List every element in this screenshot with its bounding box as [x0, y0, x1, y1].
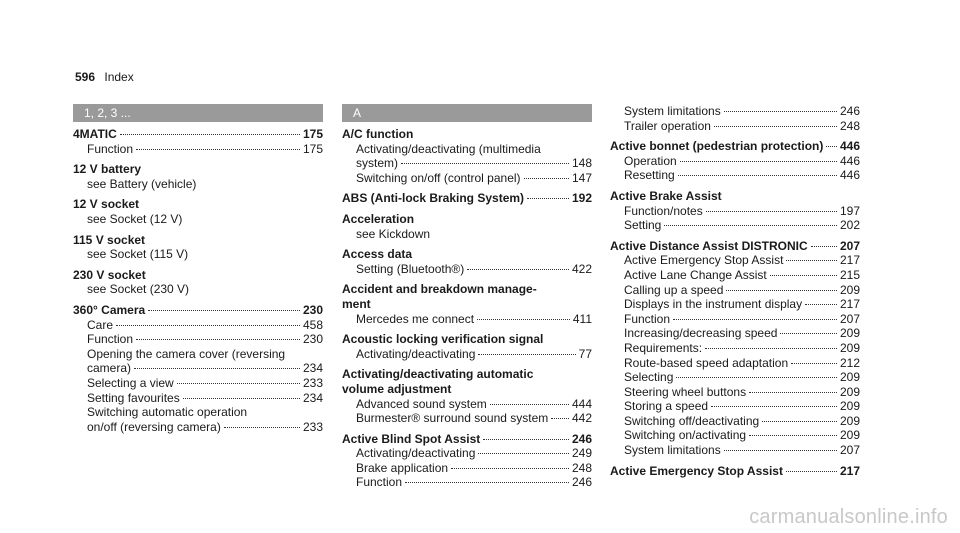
entry-text: Resetting [624, 168, 675, 183]
entry-text: Acoustic locking verification signal [342, 332, 544, 347]
entry-text: Active Brake Assist [610, 188, 722, 203]
index-subentry [342, 446, 592, 461]
entry-text-line: Opening the camera cover (reversing [87, 346, 286, 361]
index-subentry [73, 332, 323, 347]
entry-text: Calling up a speed [624, 282, 724, 297]
page-reference[interactable]: 192 [571, 191, 592, 206]
index-entry [73, 127, 323, 142]
leader-dots [405, 482, 569, 483]
index-subentry [73, 177, 323, 192]
index-subentry [610, 428, 860, 443]
index-subentry [610, 283, 860, 298]
entry-text: Mercedes me connect [356, 311, 475, 326]
entry-text: 360° Camera [73, 302, 146, 317]
page-reference[interactable]: 248 [839, 118, 860, 133]
leader-dots [116, 325, 300, 326]
entry-text: Active bonnet (pedestrian protection) [610, 139, 824, 154]
entry-text-line: Activating/deactivating (multimedia [356, 141, 541, 156]
page-reference[interactable]: 197 [839, 203, 860, 218]
index-subentry [73, 318, 323, 333]
index-subentry [342, 411, 592, 426]
index-subentry [610, 326, 860, 341]
entry-text: Increasing/decreasing speed [624, 326, 778, 341]
index-entry [342, 367, 592, 396]
page-reference[interactable]: 442 [571, 411, 592, 426]
leader-dots [705, 348, 837, 349]
index-column-1 [73, 104, 323, 434]
entry-text: see Battery (vehicle) [87, 176, 197, 191]
entry-text: Function [87, 141, 134, 156]
page-reference[interactable]: 209 [839, 340, 860, 355]
leader-dots [676, 377, 837, 378]
page-reference[interactable]: 175 [302, 141, 323, 156]
page-reference[interactable]: 246 [571, 475, 592, 490]
entry-text: Activating/deactivating [356, 346, 476, 361]
index-entry [73, 197, 323, 212]
index-entry [342, 282, 592, 311]
page-reference[interactable]: 458 [302, 317, 323, 332]
page-reference[interactable]: 209 [839, 282, 860, 297]
page-reference[interactable]: 446 [839, 168, 860, 183]
leader-dots [786, 260, 837, 261]
entry-text: Function [624, 311, 671, 326]
page-reference[interactable]: 212 [839, 355, 860, 370]
index-subentry [610, 154, 860, 169]
entry-text: Advanced sound system [356, 396, 487, 411]
leader-dots [120, 134, 300, 135]
leader-dots [749, 435, 837, 436]
leader-dots [401, 163, 569, 164]
index-subentry [610, 119, 860, 134]
index-subentry [342, 312, 592, 327]
entry-text: Selecting a view [87, 375, 174, 390]
leader-dots [791, 363, 837, 364]
watermark: carmanualsonline.info [749, 506, 948, 528]
entry-text: Function [356, 475, 403, 490]
page-reference[interactable]: 446 [839, 153, 860, 168]
leader-dots [724, 111, 837, 112]
entry-text: A/C function [342, 127, 414, 141]
page-reference[interactable]: 246 [839, 104, 860, 118]
entry-text: Function/notes [624, 203, 703, 218]
index-subentry [610, 312, 860, 327]
index-subentry [73, 376, 323, 391]
entry-text: Setting [624, 218, 662, 233]
entry-text: system) [356, 156, 398, 171]
index-entry [342, 332, 592, 347]
leader-dots [770, 275, 837, 276]
page-reference[interactable]: 209 [839, 399, 860, 414]
page-title: Index [104, 70, 134, 84]
leader-dots [451, 468, 569, 469]
index-subentry [342, 227, 592, 242]
page-reference[interactable]: 233 [302, 419, 323, 434]
entry-text: Care [87, 317, 114, 332]
entry-text: see Socket (115 V) [87, 247, 189, 262]
index-subentry [73, 247, 323, 262]
index-subentry [610, 253, 860, 268]
index-subentry [73, 142, 323, 157]
leader-dots [483, 439, 569, 440]
entry-text: System limitations [624, 443, 721, 458]
entry-text: Requirements: [624, 340, 703, 355]
page-reference[interactable]: 248 [571, 460, 592, 475]
entry-text: Function [87, 332, 134, 347]
index-entry [73, 233, 323, 248]
page-reference[interactable]: 234 [302, 361, 323, 376]
index-entry [342, 127, 592, 142]
leader-dots [134, 368, 300, 369]
entry-text: Active Distance Assist DISTRONIC [610, 238, 808, 253]
leader-dots [467, 269, 569, 270]
index-subentry [610, 385, 860, 400]
entry-text: Route-based speed adaptation [624, 355, 789, 370]
entry-text: 230 V socket [73, 267, 146, 282]
page-reference[interactable]: 233 [302, 375, 323, 390]
leader-dots [786, 471, 837, 472]
index-subentry [73, 391, 323, 406]
page-reference[interactable]: 446 [839, 139, 860, 154]
index-subentry [610, 297, 860, 312]
entry-text: System limitations [624, 104, 721, 118]
leader-dots [680, 161, 837, 162]
index-subentry [342, 142, 592, 171]
index-subentry [610, 370, 860, 385]
page-reference[interactable]: 217 [839, 297, 860, 312]
index-entry [610, 239, 860, 254]
entry-text: on/off (reversing camera) [87, 419, 221, 434]
leader-dots [183, 398, 300, 399]
entry-text: 12 V socket [73, 197, 140, 212]
entry-text: camera) [87, 361, 132, 376]
index-subentry [610, 204, 860, 219]
entry-text: Switching off/deactivating [624, 413, 760, 428]
entry-text-line: Accident and breakdown manage- [342, 282, 537, 297]
page-reference[interactable]: 175 [302, 127, 323, 141]
entry-text: 115 V socket [73, 232, 146, 247]
entry-text: Active Emergency Stop Assist [610, 463, 783, 478]
index-subentry [73, 347, 323, 376]
entry-text: Active Emergency Stop Assist [624, 253, 784, 268]
index-column-2 [342, 104, 592, 490]
entry-text-line: Activating/deactivating automatic [342, 367, 534, 382]
leader-dots [136, 149, 300, 150]
leader-dots [490, 404, 569, 405]
page-reference[interactable]: 77 [578, 346, 592, 361]
entry-text: Steering wheel buttons [624, 384, 747, 399]
page-reference[interactable]: 202 [839, 218, 860, 233]
leader-dots [805, 304, 837, 305]
entry-text: Setting favourites [87, 390, 180, 405]
entry-text: see Socket (230 V) [87, 282, 190, 297]
index-entry [342, 212, 592, 227]
leader-dots [762, 421, 837, 422]
leader-dots [673, 319, 837, 320]
index-subentry [610, 104, 860, 119]
page-reference[interactable]: 411 [572, 311, 592, 326]
leader-dots [780, 333, 837, 334]
entry-text: Acceleration [342, 211, 415, 226]
page-reference[interactable]: 230 [302, 302, 323, 317]
index-subentry [610, 414, 860, 429]
index-subentry [610, 268, 860, 283]
index-subentry [610, 168, 860, 183]
entry-text: Storing a speed [624, 399, 709, 414]
leader-dots [477, 319, 570, 320]
entry-text-line: Switching automatic operation [87, 405, 248, 420]
page-reference[interactable]: 207 [839, 311, 860, 326]
page-reference[interactable]: 209 [839, 384, 860, 399]
page-reference[interactable]: 246 [571, 431, 592, 446]
leader-dots [726, 290, 837, 291]
leader-dots [478, 453, 569, 454]
index-entry [610, 139, 860, 154]
index-entry [342, 191, 592, 206]
entry-text: Access data [342, 247, 413, 262]
entry-text: Active Blind Spot Assist [342, 431, 481, 446]
entry-text: Displays in the instrument display [624, 297, 803, 312]
index-subentry [73, 282, 323, 297]
index-entry [73, 303, 323, 318]
entry-text: Operation [624, 153, 677, 168]
leader-dots [678, 175, 837, 176]
page-number: 596 [75, 70, 96, 84]
entry-text: 4MATIC [73, 127, 117, 141]
index-subentry [342, 475, 592, 490]
leader-dots [711, 406, 837, 407]
index-entry [73, 268, 323, 283]
page-reference[interactable]: 147 [571, 170, 592, 185]
leader-dots [527, 198, 569, 199]
leader-dots [706, 211, 837, 212]
index-subentry [342, 262, 592, 277]
leader-dots [136, 339, 300, 340]
leader-dots [551, 418, 569, 419]
leader-dots [177, 383, 300, 384]
index-subentry [610, 356, 860, 371]
entry-text: volume adjustment [342, 381, 452, 396]
page-reference[interactable]: 217 [839, 253, 860, 268]
page-reference[interactable]: 444 [571, 396, 592, 411]
index-subentry [610, 399, 860, 414]
leader-dots [524, 178, 569, 179]
index-subentry [342, 461, 592, 476]
entry-text: Switching on/off (control panel) [356, 170, 521, 185]
index-column-3 [610, 104, 860, 478]
entry-text: ment [342, 296, 371, 311]
entry-text: 12 V battery [73, 162, 142, 177]
page-header [75, 70, 134, 84]
page-reference[interactable]: 422 [571, 261, 592, 276]
page-reference[interactable]: 209 [839, 428, 860, 443]
index-entry [73, 162, 323, 177]
index-subentry [73, 212, 323, 227]
leader-dots [148, 310, 300, 311]
index-subentry [342, 171, 592, 186]
entry-text: Brake application [356, 460, 449, 475]
leader-dots [724, 450, 837, 451]
index-subentry [342, 347, 592, 362]
page-reference[interactable]: 215 [839, 267, 860, 282]
entry-text: see Socket (12 V) [87, 211, 183, 226]
page-reference[interactable]: 217 [839, 463, 860, 478]
leader-dots [664, 225, 837, 226]
page-reference[interactable]: 209 [839, 413, 860, 428]
entry-text: Trailer operation [624, 118, 711, 133]
index-entry [610, 189, 860, 204]
index-entry [342, 247, 592, 262]
entry-text: Setting (Bluetooth®) [356, 261, 465, 276]
entry-text: see Kickdown [356, 226, 431, 241]
page-reference[interactable]: 249 [571, 446, 592, 461]
index-subentry [610, 218, 860, 233]
page-reference[interactable]: 234 [302, 390, 323, 405]
index-entry [610, 464, 860, 479]
leader-dots [224, 427, 300, 428]
entry-text: Selecting [624, 370, 674, 385]
entry-text: Activating/deactivating [356, 446, 476, 461]
section-header: 1, 2, 3 ... [73, 104, 323, 122]
page-reference[interactable]: 209 [839, 326, 860, 341]
section-header: A [342, 104, 592, 122]
page-reference[interactable]: 209 [839, 370, 860, 385]
entry-text: ABS (Anti-lock Braking System) [342, 191, 525, 206]
index-subentry [610, 341, 860, 356]
page-reference[interactable]: 230 [302, 332, 323, 347]
index-subentry [342, 397, 592, 412]
page-reference[interactable]: 207 [839, 443, 860, 458]
index-subentry [73, 405, 323, 434]
page-reference[interactable]: 148 [571, 156, 592, 171]
index-subentry [610, 443, 860, 458]
page-reference[interactable]: 207 [839, 238, 860, 253]
entry-text: Switching on/activating [624, 428, 747, 443]
leader-dots [811, 246, 837, 247]
leader-dots [478, 354, 575, 355]
entry-text: Active Lane Change Assist [624, 267, 767, 282]
leader-dots [826, 146, 837, 147]
leader-dots [714, 126, 837, 127]
leader-dots [749, 392, 837, 393]
entry-text: Burmester® surround sound system [356, 411, 549, 426]
index-entry [342, 432, 592, 447]
